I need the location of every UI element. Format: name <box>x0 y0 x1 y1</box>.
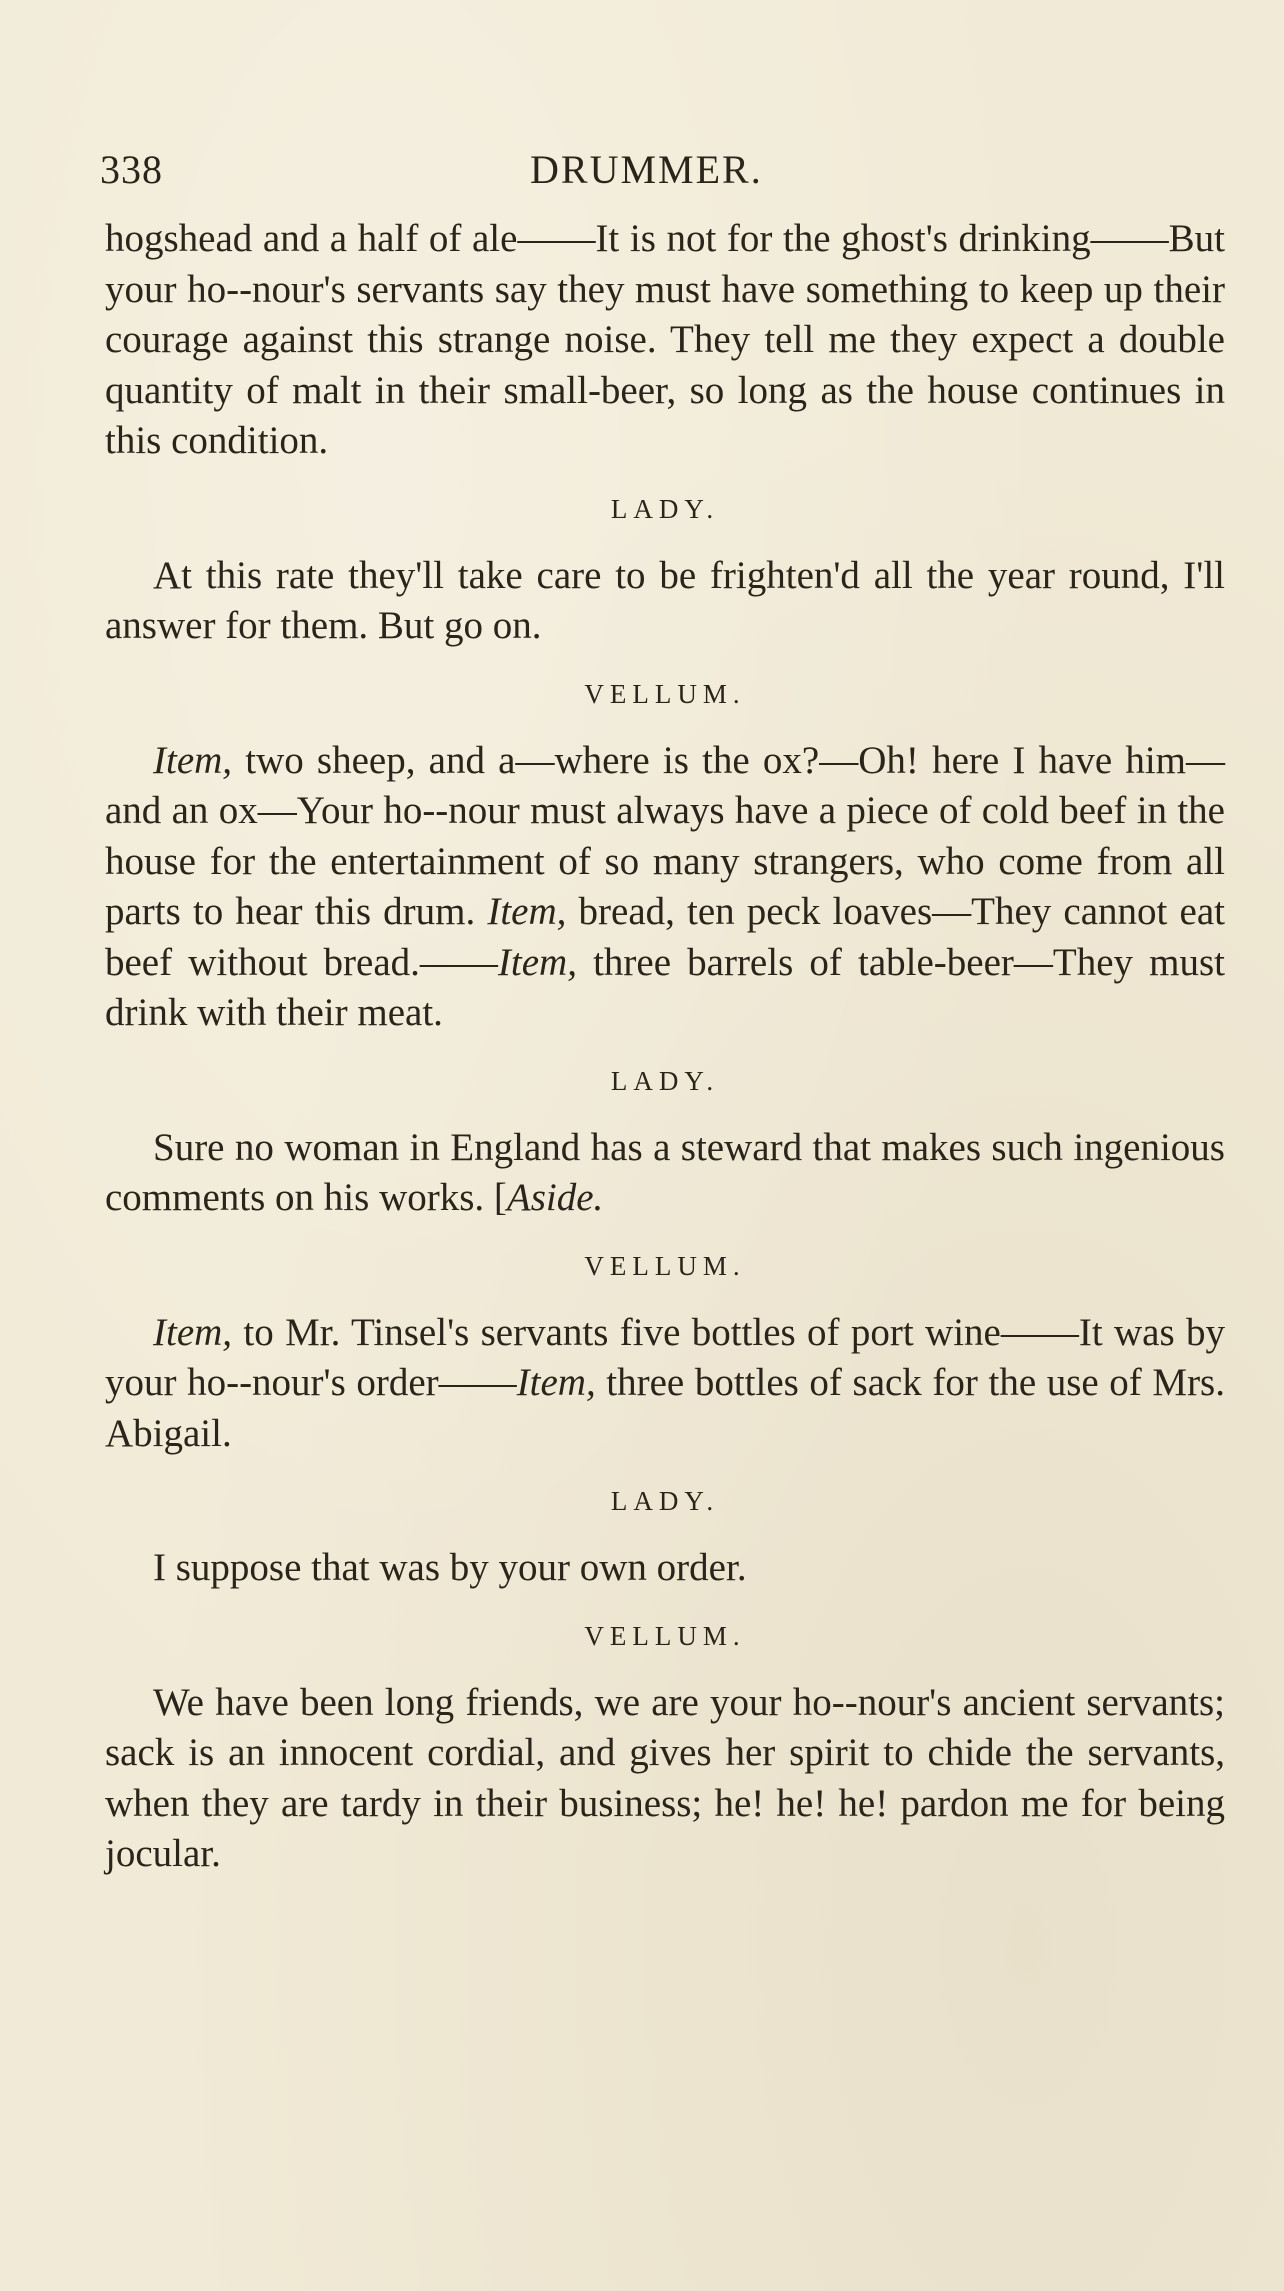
dialogue-paragraph <box>105 551 1225 652</box>
page-header <box>100 146 1220 196</box>
text-run: three bottles of sack for the use of Mrs. Abigail. <box>105 1361 1225 1455</box>
speaker-heading: VELLUM. <box>584 1250 746 1281</box>
dialogue-paragraph <box>105 1678 1225 1880</box>
dialogue-paragraph <box>105 736 1225 1039</box>
page-number: 338 <box>100 147 163 192</box>
speaker-heading: LADY. <box>610 493 720 524</box>
text-run: We have been long friends, we are your ho--nour's ancient servants; sack is an innocent cordial, and gives her spirit to chide the servants, when they are tardy in their business; he! he! he! pardon me for being jocular. <box>105 1680 1225 1875</box>
running-head: DRUMMER. <box>530 147 763 192</box>
italic-text: Item, <box>516 1361 596 1404</box>
text-run: At this rate they'll take care to be frighten'd all the year round, I'll answer for them. But go on. <box>105 553 1225 647</box>
speaker-heading: VELLUM. <box>584 1620 746 1651</box>
play-text <box>105 214 1225 1880</box>
italic-text: Item, <box>497 940 577 984</box>
dialogue-paragraph <box>105 1123 1225 1224</box>
text-run: bread, ten peck loaves—They cannot eat beef without bread.—— <box>105 890 1225 984</box>
dialogue-paragraph <box>105 214 1225 467</box>
speaker-heading: LADY. <box>610 1065 720 1096</box>
speaker-heading: LADY. <box>610 1486 720 1516</box>
text-run: Sure no woman in England has a steward that makes such ingenious comments on his works. [ <box>105 1125 1225 1219</box>
text-run: two sheep, and a—where is the ox?—Oh! here I have him—and an ox—Your ho--nour must always have a piece of cold beef in the house for the entertainment of so many strangers, who come from all parts to hear this drum. <box>105 738 1225 933</box>
speaker-heading: VELLUM. <box>584 678 746 709</box>
text-run: three barrels of table-beer—They must drink with their meat. <box>105 940 1225 1034</box>
text-run: I suppose that was by your own order. <box>153 1546 747 1589</box>
italic-text: Item, <box>153 738 233 782</box>
text-run: hogshead and a half of ale——It is not for the ghost's drinking——But your ho--nour's servants say they must have something to keep up their courage against this strange noise. They tell me they expect a double quantity of malt in their small-beer, so long as the house continues in this condition. <box>105 217 1225 462</box>
italic-text: Item, <box>487 890 567 933</box>
italic-text: Aside. <box>506 1176 604 1219</box>
italic-text: Item, <box>153 1310 233 1354</box>
dialogue-paragraph <box>105 1543 1225 1594</box>
dialogue-paragraph <box>105 1308 1225 1460</box>
text-run: to Mr. Tinsel's servants five bottles of port wine——It was by your ho--nour's order—— <box>105 1310 1225 1404</box>
